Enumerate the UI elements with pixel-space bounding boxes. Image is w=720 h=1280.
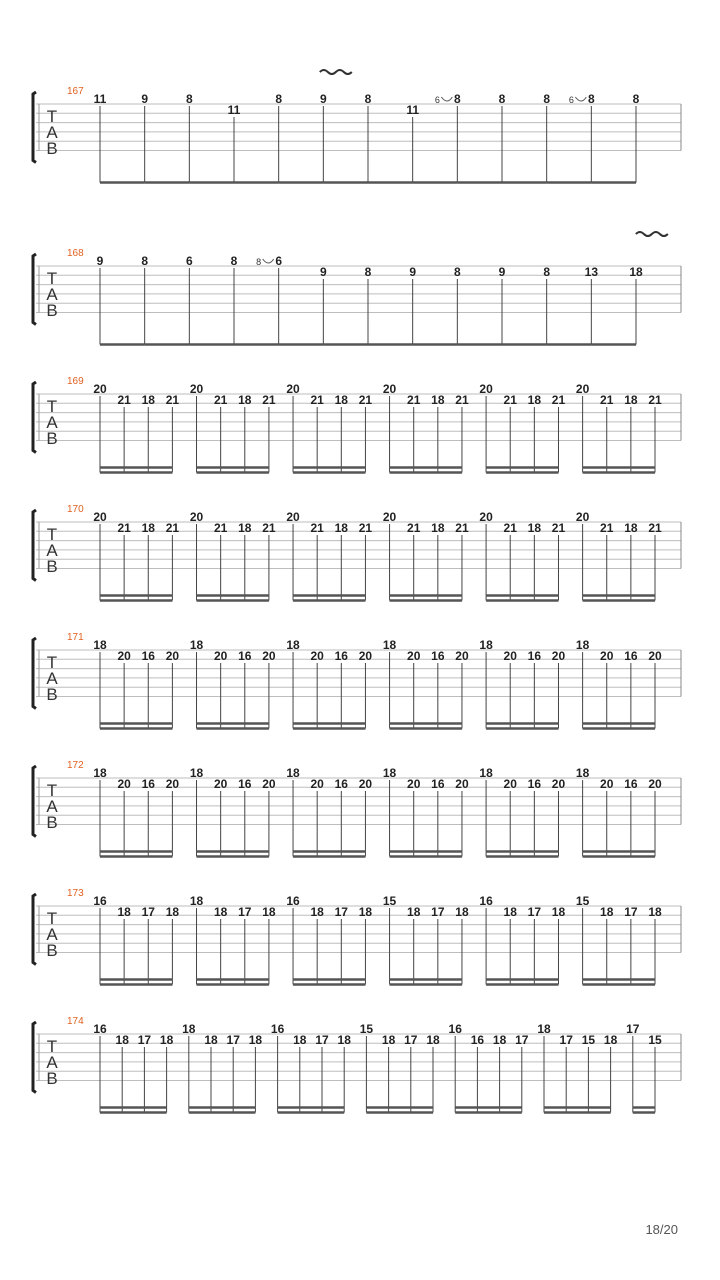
- fret-number: 17: [626, 1022, 640, 1036]
- fret-number: 17: [141, 905, 155, 919]
- fret-number: 20: [575, 510, 590, 524]
- fret-number: 20: [503, 777, 517, 791]
- tab-clef-letter-a: A: [46, 541, 58, 560]
- fret-number: 18: [381, 1033, 396, 1047]
- tab-clef-letter-a: A: [46, 1053, 58, 1072]
- fret-number: 18: [382, 638, 397, 652]
- measure-number: 170: [67, 504, 84, 515]
- tab-clef-letter-b: B: [46, 685, 58, 704]
- tab-clef-letter-t: T: [46, 653, 58, 672]
- fret-number: 18: [431, 393, 445, 407]
- fret-number: 21: [310, 521, 324, 535]
- fret-number: 16: [141, 649, 155, 663]
- grace-note: 8: [256, 257, 262, 267]
- fret-number: 18: [286, 766, 300, 780]
- system-bracket: [33, 766, 36, 837]
- measure-number: 173: [67, 888, 84, 899]
- fret-number: 15: [359, 1022, 374, 1036]
- fret-number: 18: [141, 521, 155, 535]
- fret-number: 17: [334, 905, 348, 919]
- tab-clef-letter-a: A: [46, 413, 58, 432]
- fret-number: 9: [141, 92, 149, 106]
- fret-number: 17: [226, 1033, 240, 1047]
- fret-number: 18: [624, 393, 638, 407]
- fret-number: 17: [238, 905, 252, 919]
- fret-number: 16: [470, 1033, 485, 1047]
- fret-number: 17: [315, 1033, 329, 1047]
- fret-number: 18: [213, 905, 228, 919]
- fret-number: 20: [600, 777, 614, 791]
- fret-number: 20: [93, 382, 107, 396]
- fret-number: 18: [527, 393, 542, 407]
- tab-clef-letter-t: T: [46, 397, 58, 416]
- fret-number: 20: [407, 649, 421, 663]
- fret-number: 18: [455, 905, 469, 919]
- fret-number: 17: [515, 1033, 529, 1047]
- fret-number: 16: [448, 1022, 462, 1036]
- fret-number: 18: [358, 905, 373, 919]
- grace-note: 6: [434, 95, 440, 105]
- fret-number: 9: [319, 265, 327, 279]
- tab-clef-letter-a: A: [46, 669, 58, 688]
- slur: [263, 259, 274, 263]
- fret-number: 15: [648, 1033, 662, 1047]
- fret-number: 9: [498, 265, 506, 279]
- fret-number: 18: [204, 1033, 218, 1047]
- fret-number: 20: [600, 649, 614, 663]
- tab-clef-letter-t: T: [46, 1037, 58, 1056]
- fret-number: 13: [584, 265, 599, 279]
- fret-number: 21: [262, 393, 276, 407]
- fret-number: 9: [96, 254, 104, 268]
- fret-number: 20: [189, 382, 204, 396]
- tab-clef-letter-t: T: [46, 107, 58, 126]
- fret-number: 8: [364, 92, 372, 106]
- fret-number: 8: [498, 92, 506, 106]
- fret-number: 20: [358, 777, 373, 791]
- fret-number: 18: [93, 638, 107, 652]
- fret-number: 21: [310, 393, 324, 407]
- slur: [575, 97, 586, 101]
- fret-number: 16: [93, 894, 107, 908]
- fret-number: 18: [575, 766, 590, 780]
- fret-number: 20: [503, 649, 517, 663]
- measure-number: 174: [67, 1016, 84, 1027]
- fret-number: 8: [453, 92, 461, 106]
- fret-number: 8: [587, 92, 595, 106]
- fret-number: 16: [527, 777, 542, 791]
- fret-number: 21: [117, 393, 131, 407]
- tab-clef-letter-b: B: [46, 139, 58, 158]
- tab-clef-letter-t: T: [46, 525, 58, 544]
- fret-number: 17: [431, 905, 445, 919]
- fret-number: 20: [189, 510, 204, 524]
- fret-number: 15: [382, 894, 397, 908]
- fret-number: 20: [286, 510, 300, 524]
- fret-number: 18: [431, 521, 445, 535]
- fret-number: 21: [165, 393, 180, 407]
- fret-number: 20: [455, 777, 469, 791]
- fret-number: 21: [117, 521, 131, 535]
- fret-number: 16: [238, 649, 252, 663]
- tab-clef-letter-a: A: [46, 797, 58, 816]
- tab-clef-letter-a: A: [46, 925, 58, 944]
- tab-clef-letter-t: T: [46, 781, 58, 800]
- fret-number: 6: [275, 254, 283, 268]
- fret-number: 18: [624, 521, 638, 535]
- fret-number: 21: [551, 521, 566, 535]
- measure-number: 169: [67, 376, 84, 387]
- fret-number: 18: [648, 905, 662, 919]
- fret-number: 21: [455, 393, 469, 407]
- fret-number: 18: [238, 393, 252, 407]
- fret-number: 16: [93, 1022, 107, 1036]
- fret-number: 11: [227, 103, 241, 117]
- fret-number: 17: [404, 1033, 418, 1047]
- tab-clef-letter-b: B: [46, 1069, 58, 1088]
- fret-number: 15: [581, 1033, 596, 1047]
- fret-number: 21: [407, 393, 421, 407]
- fret-number: 20: [479, 510, 493, 524]
- fret-number: 8: [185, 92, 193, 106]
- tab-clef-letter-a: A: [46, 123, 58, 142]
- fret-number: 17: [137, 1033, 152, 1047]
- fret-number: 18: [189, 766, 204, 780]
- fret-number: 21: [358, 393, 373, 407]
- tab-clef-letter-b: B: [46, 941, 58, 960]
- fret-number: 18: [262, 905, 276, 919]
- fret-number: 18: [337, 1033, 351, 1047]
- fret-number: 20: [213, 777, 228, 791]
- fret-number: 18: [334, 393, 348, 407]
- fret-number: 21: [455, 521, 469, 535]
- fret-number: 16: [334, 777, 348, 791]
- fret-number: 8: [230, 254, 238, 268]
- fret-number: 18: [479, 766, 493, 780]
- system-bracket: [33, 638, 36, 709]
- system-bracket: [33, 382, 36, 453]
- fret-number: 18: [426, 1033, 440, 1047]
- fret-number: 16: [286, 894, 300, 908]
- fret-number: 18: [603, 1033, 618, 1047]
- fret-number: 11: [93, 92, 107, 106]
- fret-number: 9: [319, 92, 327, 106]
- fret-number: 21: [358, 521, 373, 535]
- system-bracket: [33, 510, 36, 581]
- fret-number: 18: [503, 905, 517, 919]
- fret-number: 18: [141, 393, 155, 407]
- fret-number: 17: [624, 905, 638, 919]
- fret-number: 18: [165, 905, 180, 919]
- fret-number: 16: [334, 649, 348, 663]
- tab-clef-letter-t: T: [46, 909, 58, 928]
- fret-number: 21: [503, 393, 517, 407]
- fret-number: 16: [141, 777, 155, 791]
- fret-number: 20: [165, 777, 180, 791]
- fret-number: 20: [551, 777, 566, 791]
- fret-number: 20: [358, 649, 373, 663]
- fret-number: 18: [575, 638, 590, 652]
- page-number: 18/20: [645, 1222, 678, 1237]
- fret-number: 21: [262, 521, 276, 535]
- fret-number: 16: [431, 649, 445, 663]
- fret-number: 20: [262, 777, 276, 791]
- fret-number: 20: [382, 510, 397, 524]
- fret-number: 18: [189, 638, 204, 652]
- tab-clef-letter-b: B: [46, 813, 58, 832]
- fret-number: 18: [117, 905, 131, 919]
- system-bracket: [33, 92, 36, 163]
- fret-number: 18: [286, 638, 300, 652]
- slur: [441, 97, 452, 101]
- fret-number: 11: [406, 103, 420, 117]
- fret-number: 8: [453, 265, 461, 279]
- fret-number: 18: [93, 766, 107, 780]
- fret-number: 21: [165, 521, 180, 535]
- fret-number: 20: [213, 649, 228, 663]
- measure-number: 172: [67, 760, 84, 771]
- fret-number: 20: [382, 382, 397, 396]
- fret-number: 20: [479, 382, 493, 396]
- fret-number: 16: [624, 649, 638, 663]
- tab-clef-letter-t: T: [46, 269, 58, 288]
- fret-number: 18: [248, 1033, 263, 1047]
- fret-number: 20: [286, 382, 300, 396]
- fret-number: 20: [310, 777, 324, 791]
- tab-clef-letter-b: B: [46, 429, 58, 448]
- fret-number: 16: [431, 777, 445, 791]
- system-bracket: [33, 894, 36, 965]
- fret-number: 21: [600, 393, 614, 407]
- fret-number: 16: [624, 777, 638, 791]
- fret-number: 20: [648, 777, 662, 791]
- system-bracket: [33, 254, 36, 325]
- fret-number: 18: [310, 905, 324, 919]
- fret-number: 20: [310, 649, 324, 663]
- fret-number: 6: [185, 254, 193, 268]
- fret-number: 21: [648, 393, 662, 407]
- vibrato-mark: [636, 232, 668, 236]
- fret-number: 8: [543, 92, 551, 106]
- fret-number: 20: [117, 649, 131, 663]
- grace-note: 6: [568, 95, 574, 105]
- measure-number: 167: [67, 86, 84, 97]
- fret-number: 20: [648, 649, 662, 663]
- fret-number: 20: [407, 777, 421, 791]
- tab-clef-letter-a: A: [46, 285, 58, 304]
- fret-number: 9: [409, 265, 417, 279]
- fret-number: 18: [189, 894, 204, 908]
- fret-number: 18: [182, 1022, 196, 1036]
- fret-number: 17: [527, 905, 542, 919]
- fret-number: 18: [600, 905, 614, 919]
- fret-number: 18: [537, 1022, 551, 1036]
- fret-number: 18: [629, 265, 643, 279]
- fret-number: 16: [238, 777, 252, 791]
- fret-number: 20: [262, 649, 276, 663]
- fret-number: 18: [407, 905, 421, 919]
- fret-number: 18: [492, 1033, 507, 1047]
- fret-number: 21: [551, 393, 566, 407]
- fret-number: 18: [479, 638, 493, 652]
- fret-number: 20: [117, 777, 131, 791]
- system-bracket: [33, 1022, 36, 1093]
- fret-number: 21: [213, 521, 228, 535]
- fret-number: 15: [575, 894, 590, 908]
- fret-number: 18: [293, 1033, 307, 1047]
- fret-number: 16: [527, 649, 542, 663]
- fret-number: 8: [141, 254, 149, 268]
- fret-number: 20: [93, 510, 107, 524]
- fret-number: 18: [551, 905, 566, 919]
- fret-number: 18: [334, 521, 348, 535]
- fret-number: 21: [648, 521, 662, 535]
- fret-number: 16: [479, 894, 493, 908]
- fret-number: 18: [115, 1033, 129, 1047]
- fret-number: 8: [275, 92, 283, 106]
- tab-clef-letter-b: B: [46, 557, 58, 576]
- fret-number: 8: [632, 92, 640, 106]
- measure-number: 171: [67, 632, 84, 643]
- fret-number: 18: [527, 521, 542, 535]
- fret-number: 18: [159, 1033, 174, 1047]
- tab-clef-letter-b: B: [46, 301, 58, 320]
- fret-number: 8: [543, 265, 551, 279]
- fret-number: 20: [551, 649, 566, 663]
- fret-number: 20: [455, 649, 469, 663]
- fret-number: 21: [407, 521, 421, 535]
- fret-number: 16: [270, 1022, 285, 1036]
- fret-number: 17: [559, 1033, 573, 1047]
- fret-number: 21: [600, 521, 614, 535]
- vibrato-mark: [320, 70, 352, 74]
- fret-number: 20: [165, 649, 180, 663]
- fret-number: 21: [503, 521, 517, 535]
- fret-number: 20: [575, 382, 590, 396]
- fret-number: 18: [238, 521, 252, 535]
- fret-number: 21: [213, 393, 228, 407]
- fret-number: 8: [364, 265, 372, 279]
- measure-number: 168: [67, 248, 84, 259]
- fret-number: 18: [382, 766, 397, 780]
